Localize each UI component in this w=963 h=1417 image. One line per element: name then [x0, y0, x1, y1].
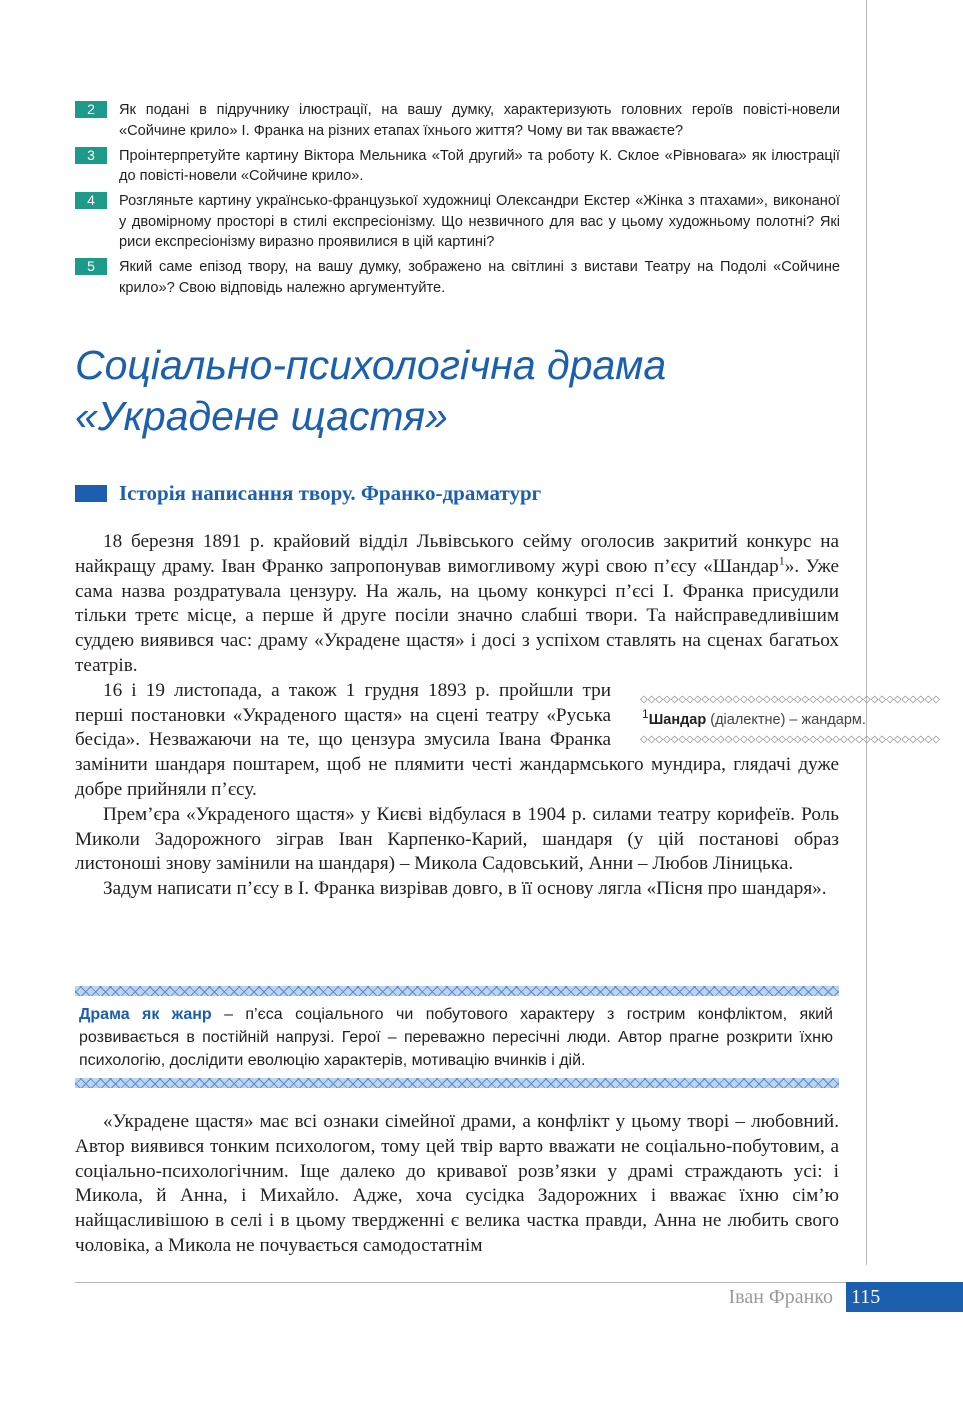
- paragraph-5: «Украдене щастя» має всі ознаки сімейної драми, а конфлікт у цьому творі – любовний. Автор виявився тонким психологом, тому цей твір варто вважати не соціально-побутовим, а соціально-психологічним. Іще далеко до кривавої розв’язки у драмі страждають усі: і Микола, й Анна, і Михайло. Адже, хоча сусідка Задорожних і вважає їхню сім’ю найщасливішою в селі і в цьому твердженні є велика частка правди, Анна не любить свого чоловіка, а Микола не почувається самодостатнім: [75, 1111, 839, 1256]
- footnote-border-bottom: ◇◇◇◇◇◇◇◇◇◇◇◇◇◇◇◇◇◇◇◇◇◇◇◇◇◇◇◇◇◇◇◇◇◇◇◇◇◇◇: [640, 734, 940, 745]
- definition-text: [75, 996, 839, 1078]
- footnote-border-top: ◇◇◇◇◇◇◇◇◇◇◇◇◇◇◇◇◇◇◇◇◇◇◇◇◇◇◇◇◇◇◇◇◇◇◇◇◇◇◇: [640, 694, 940, 705]
- footer-rule: [75, 1282, 846, 1283]
- footnote-note: (діалектне) – жандарм.: [710, 712, 866, 728]
- chapter-title-line-2: «Украдене щастя»: [75, 393, 448, 439]
- question-text: Проінтерпретуйте картину Віктора Мельника «Той другий» та роботу К. Склое «Рівновага» як ілюстрації до повісті-новели «Сойчине крило».: [119, 147, 840, 184]
- question-number: 4: [75, 192, 107, 209]
- question-number: 5: [75, 258, 107, 275]
- section-heading: [75, 481, 541, 506]
- definition-body: – п’єса соціального чи побутового характеру з гострим конфліктом, який розвивається в постійній напрузі. Герої – переважно пересічні люди. Автор прагне розкрити їхню психологію, дослідити еволюцію характерів, мотивацію вчинків і дій.: [79, 1006, 833, 1069]
- footer-author: Іван Франко: [728, 1286, 833, 1308]
- footnote-reference[interactable]: 1: [778, 553, 785, 568]
- question-text: Розгляньте картину українсько-французької художниці Олександри Екстер «Жінка з птахами», виконаної у двомірному просторі в стилі експресіонізму. Що незвичного для вас у цьому художньому полотні? Які риси експресіонізму виразно проявилися в цій картині?: [119, 193, 840, 250]
- section-title: Історія написання твору. Франко-драматург: [119, 481, 542, 505]
- chapter-title: [75, 340, 666, 442]
- footnote-text: [640, 706, 885, 733]
- paragraph-4: Задум написати п’єсу в І. Франка визрівав довго, в її основу лягла «Пісня про шандаря».: [103, 878, 827, 900]
- questions-list: [75, 100, 840, 303]
- question-item: [75, 146, 840, 187]
- page-number: 115: [846, 1282, 963, 1312]
- question-number: 2: [75, 101, 107, 118]
- question-number: 3: [75, 147, 107, 164]
- footnote-box: [640, 693, 940, 746]
- question-item: [75, 191, 840, 253]
- definition-term: Драма як жанр: [79, 1006, 212, 1023]
- paragraph-1-part-b: ». Уже сама назва роздратувала цензуру. На жаль, на цьому конкурсі п’єсі І. Франка присудили тільки третє місце, а перше й друге посіли значно слабші твори. Та найсправедливішим суддею виявився час: драму «Украдене щастя» і досі з успіхом ставлять на сценах багатьох театрів.: [75, 555, 840, 676]
- question-text: Який саме епізод твору, на вашу думку, зображено на світлині з вистави Театру на Подолі «Сойчине крило»? Свою відповідь належно аргументуйте.: [119, 259, 840, 296]
- paragraph-1: [75, 530, 839, 679]
- question-item: [75, 100, 840, 141]
- paragraph-2-text: 16 і 19 листопада, а також 1 грудня 1893 р. пройшли три перші постановки «Украденого щастя» на сцені театру «Руська бесіда». Незважаючи на те, що цензура змусила Івана Франка замінити шандаря поштарем, щоб не плямити честі жандармського мундира, глядачі дуже добре прийняли п’єсу.: [75, 679, 839, 800]
- paragraph-3: Прем’єра «Украденого щастя» у Києві відбулася в 1904 р. силами театру корифеїв. Роль Миколи Задорожного зіграв Іван Карпенко-Карий, шандаря (у цій постанові образ листоноші знову замінили на шандаря) – Микола Садовський, Анни – Любов Ліницька.: [75, 803, 839, 875]
- paragraph-1-part-a: 18 березня 1891 р. крайовий відділ Львівського сейму оголосив закритий конкурс на найкращу драму. Іван Франко запропонував вимогливому журі свою п’єсу «Шандар: [75, 531, 839, 577]
- section-marker: [75, 485, 107, 502]
- definition-box: [75, 986, 839, 1088]
- question-text: Як подані в підручнику ілюстрації, на вашу думку, характеризують головних героїв повісті-новели «Сойчине крило» І. Франка на різних етапах їхнього життя? Чому ви так вважаєте?: [119, 102, 840, 139]
- definition-border-bottom: [75, 1078, 839, 1088]
- definition-border-top: [75, 986, 839, 996]
- body-text-lower: [75, 1110, 839, 1259]
- footnote-term: Шандар: [648, 712, 707, 728]
- right-margin-rule: [866, 0, 867, 1265]
- chapter-title-line-1: Соціально-психологічна драма: [75, 342, 667, 388]
- question-item: [75, 257, 840, 298]
- footnote-mark: 1: [642, 707, 649, 722]
